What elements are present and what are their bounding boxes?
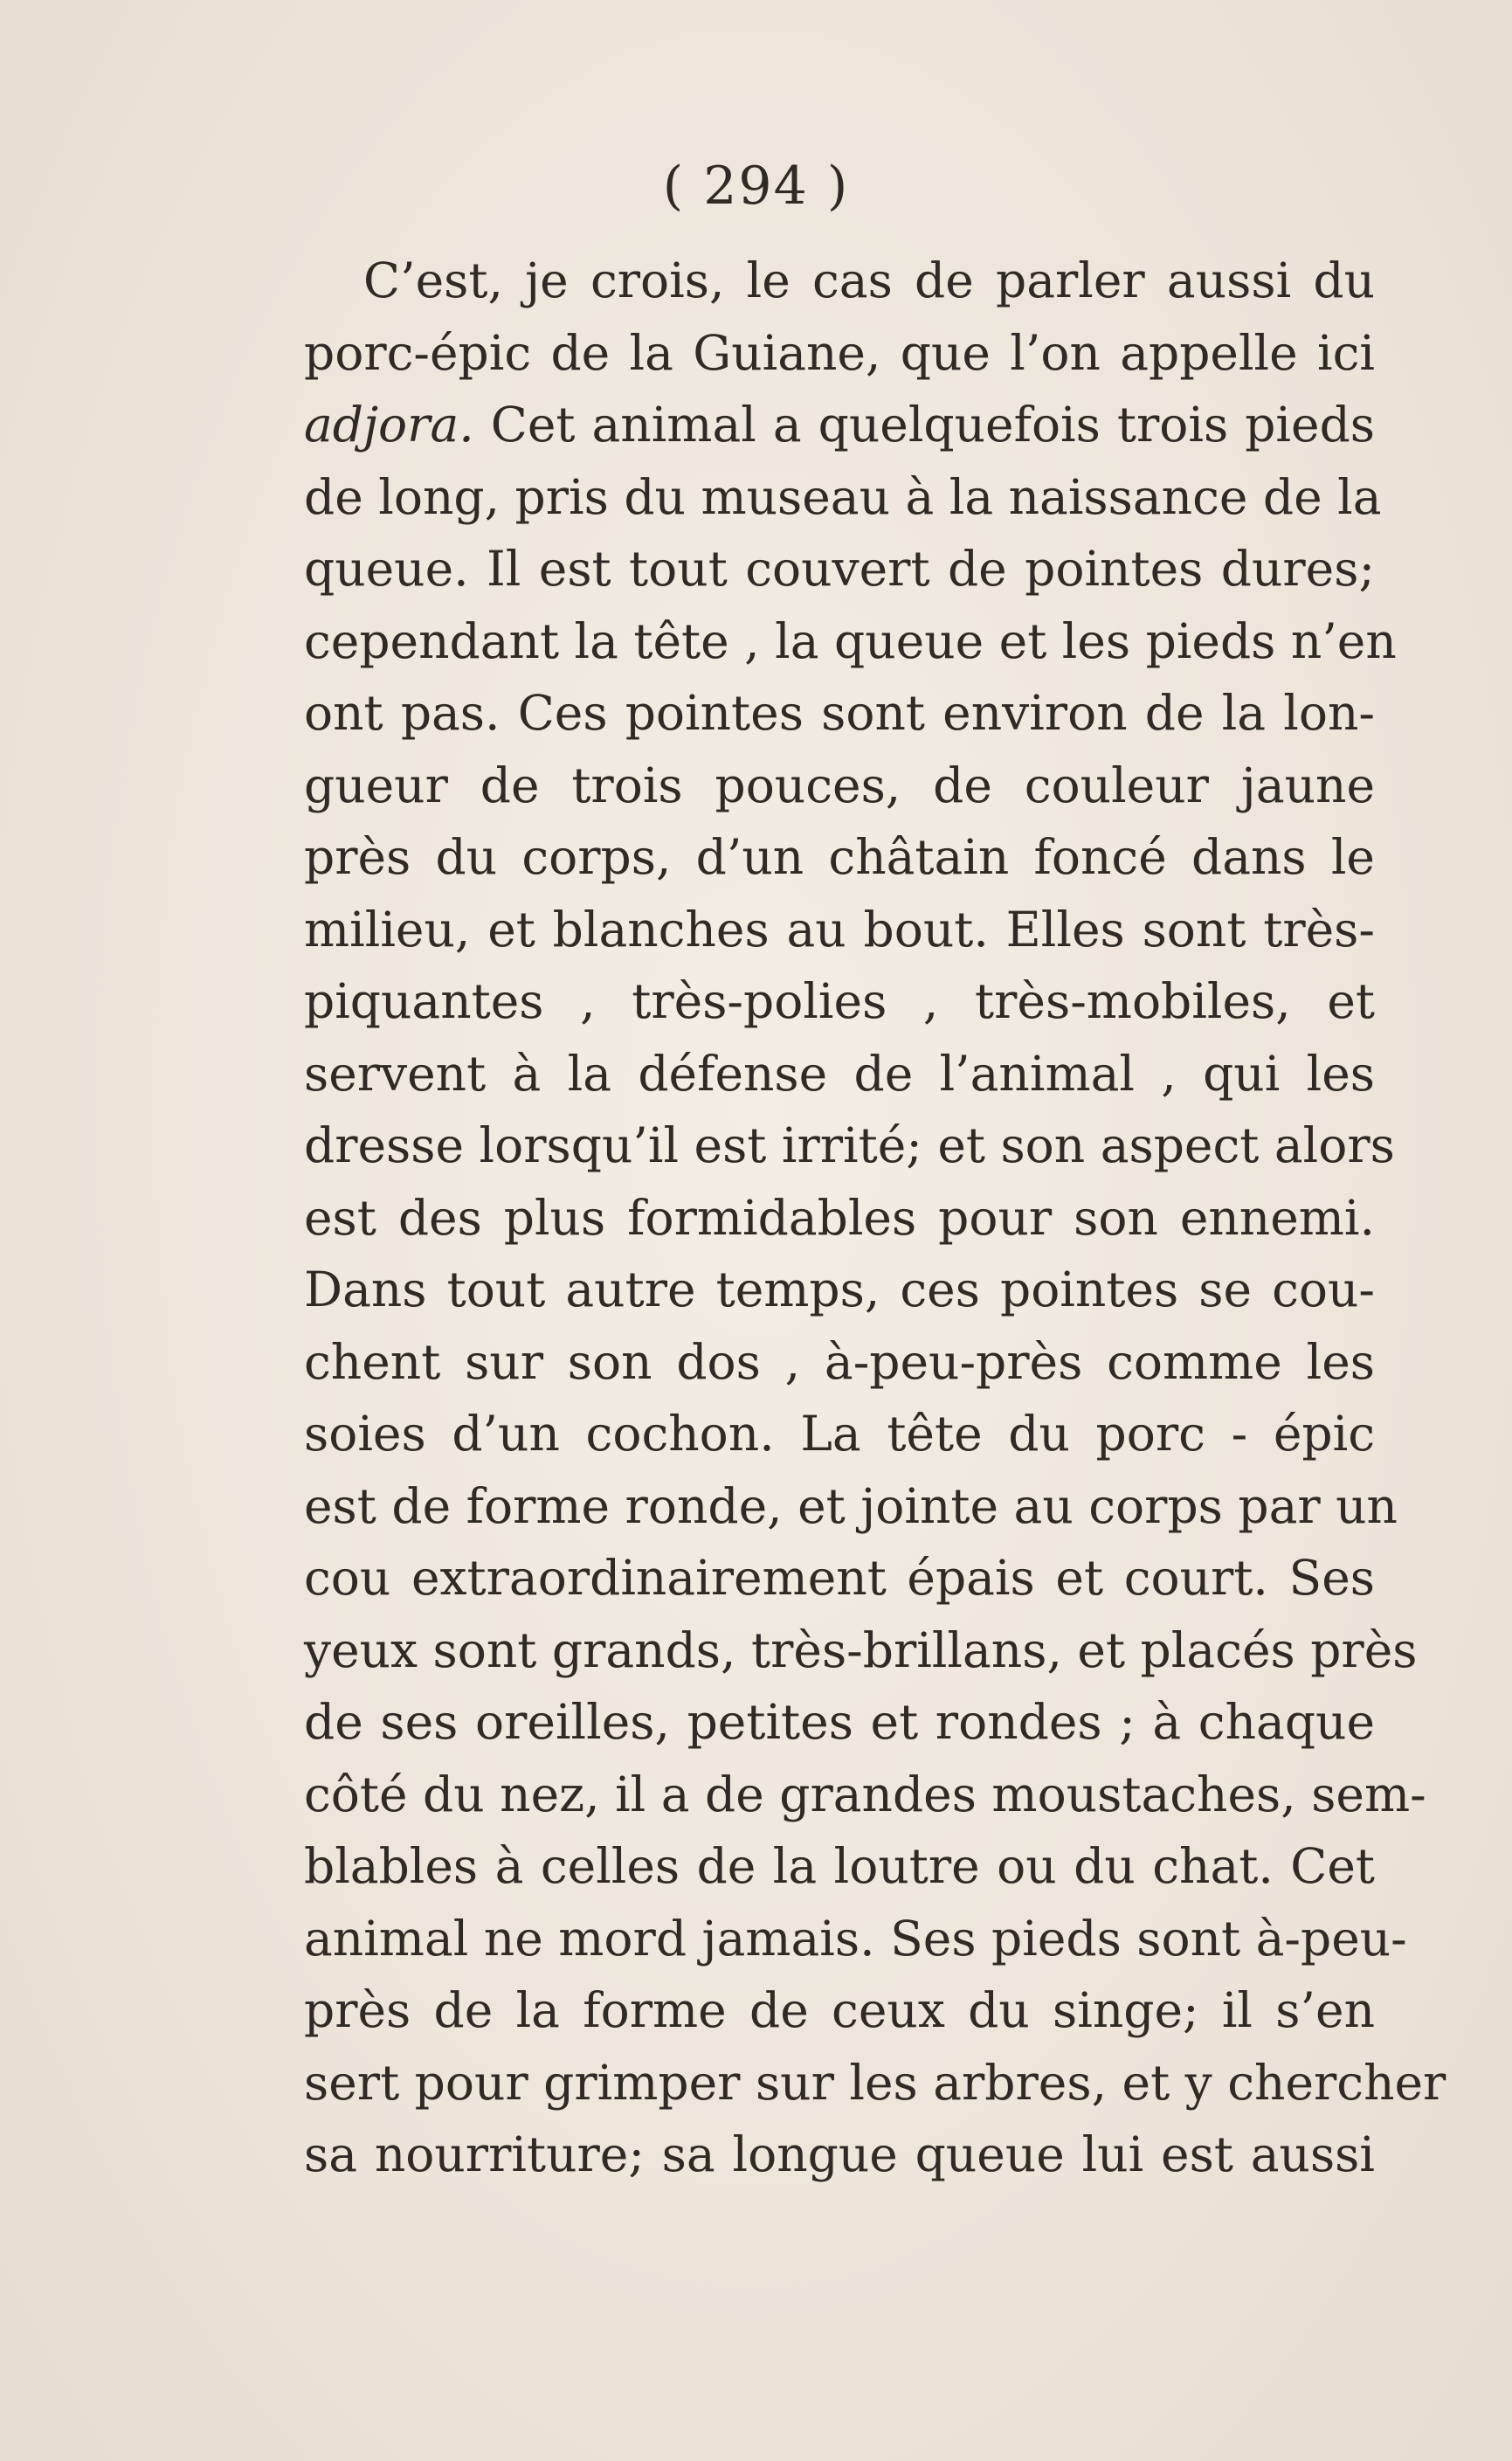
- body-text: [304, 245, 1446, 2191]
- text-line-9: près du corps, d’un châtain foncé dans le: [304, 829, 1375, 885]
- text-line-16: chent sur son dos , à-peu-près comme les: [304, 1333, 1375, 1390]
- italic-term-adjora: adjora.: [304, 397, 474, 453]
- text-line-5: queue. Il est tout couvert de pointes dures;: [304, 541, 1375, 597]
- text-line-23: blables à celles de la loutre ou du chat. Cet: [304, 1838, 1375, 1894]
- text-line-13: dresse lorsqu’il est irrité; et son aspect alors: [304, 1117, 1395, 1173]
- page-number: ( 294 ): [662, 156, 850, 217]
- text-line-4: de long, pris du museau à la naissance de la: [304, 468, 1382, 525]
- text-line-7: ont pas. Ces pointes sont environ de la lon-: [304, 685, 1375, 741]
- text-line-3: [304, 389, 1375, 461]
- text-line-3-rest: Cet animal a quelquefois trois pieds: [473, 397, 1375, 453]
- text-line-18: est de forme ronde, et jointe au corps par un: [304, 1477, 1398, 1534]
- text-line-20: yeux sont grands, très-brillans, et placés près: [304, 1621, 1418, 1678]
- text-line-10: milieu, et blanches au bout. Elles sont très-: [304, 901, 1375, 957]
- text-line-17: soies d’un cochon. La tête du porc - épic: [304, 1406, 1375, 1462]
- text-line-11: piquantes , très-polies , très-mobiles, et: [304, 973, 1375, 1029]
- text-line-22: côté du nez, il a de grandes moustaches, sem-: [304, 1766, 1426, 1822]
- text-line-14: est des plus formidables pour son ennemi.: [304, 1189, 1375, 1246]
- text-line-24: animal ne mord jamais. Ses pieds sont à-peu-: [304, 1910, 1407, 1967]
- text-line-26: sert pour grimper sur les arbres, et y chercher: [304, 2054, 1446, 2111]
- text-line-1: C’est, je crois, le cas de parler aussi du: [363, 252, 1375, 308]
- text-line-8: gueur de trois pouces, de couleur jaune: [304, 757, 1375, 813]
- text-line-21: de ses oreilles, petites et rondes ; à chaque: [304, 1694, 1375, 1750]
- text-line-2: porc-épic de la Guiane, que l’on appelle ici: [304, 324, 1375, 381]
- text-line-25: près de la forme de ceux du singe; il s’en: [304, 1982, 1375, 2038]
- text-line-6: cependant la tête , la queue et les pieds n’en: [304, 612, 1397, 669]
- text-line-15: Dans tout autre temps, ces pointes se cou-: [304, 1262, 1375, 1317]
- text-line-27: sa nourriture; sa longue queue lui est aussi: [304, 2126, 1375, 2182]
- text-line-19: cou extraordinairement épais et court. Ses: [304, 1550, 1375, 1606]
- text-line-12: servent à la défense de l’animal , qui les: [304, 1045, 1375, 1102]
